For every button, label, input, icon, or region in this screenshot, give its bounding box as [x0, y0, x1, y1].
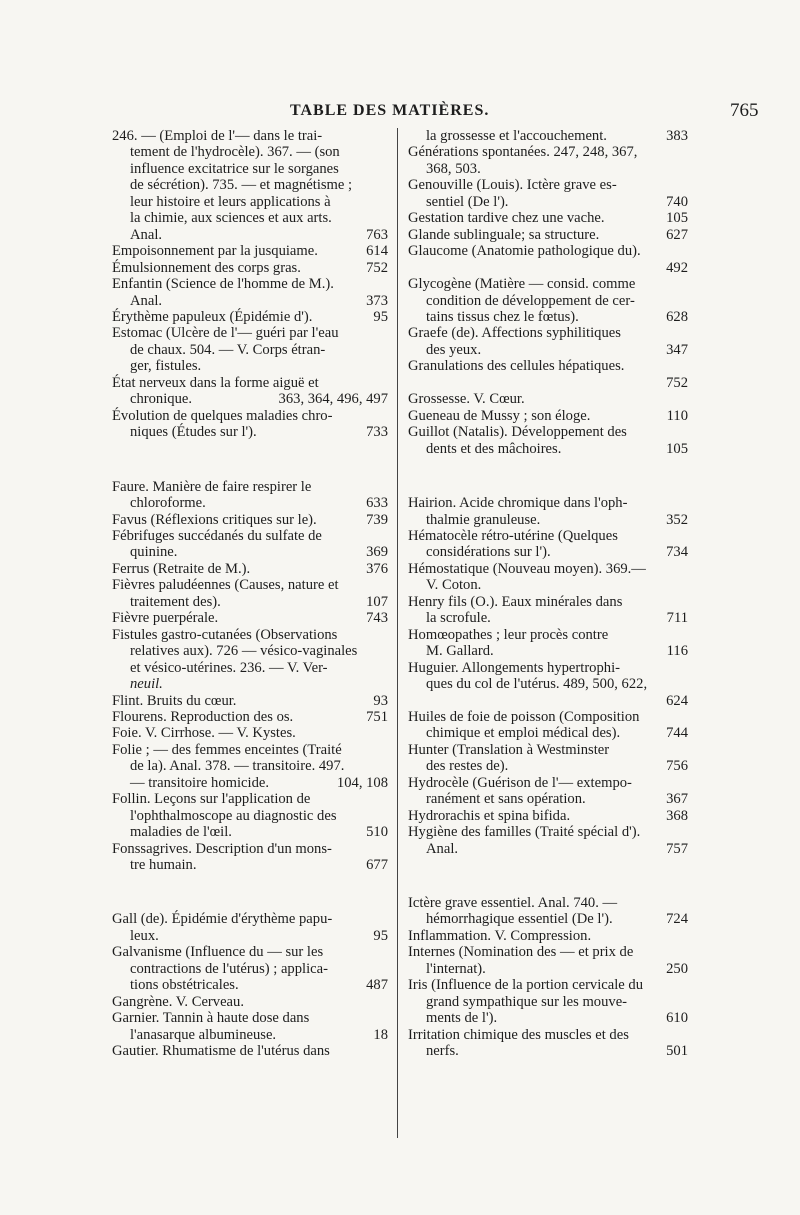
index-entry: Hématocèle rétro-utérine (Quelques	[408, 527, 618, 544]
index-entry: Ictère grave essentiel. Anal. 740. —	[408, 895, 618, 912]
index-entry: Homœopathes ; leur procès contre	[408, 626, 609, 643]
right-column	[408, 128, 688, 1060]
index-entry: Gangrène. V. Cerveau.	[112, 993, 244, 1010]
index-entry: condition de développement de cer-	[426, 292, 635, 309]
index-entry: Évolution de quelques maladies chro-	[112, 407, 333, 424]
index-entry: Guillot (Natalis). Développement des	[408, 424, 627, 441]
index-entry: des restes de). 756	[426, 758, 688, 775]
column-divider	[397, 128, 398, 1138]
section-gap	[408, 857, 688, 895]
index-entry: Galvanisme (Influence du — sur les	[112, 944, 324, 961]
index-entry: sentiel (De l'). 740	[426, 193, 688, 210]
index-entry: V. Coton.	[426, 577, 482, 594]
index-entry: Anal. 373	[130, 292, 388, 309]
index-entry: Générations spontanées. 247, 248, 367,	[408, 144, 638, 161]
index-entry: la chimie, aux sciences et aux arts.	[130, 210, 332, 227]
index-entry: Huiles de foie de poisson (Composition	[408, 708, 640, 725]
index-entry: Ferrus (Retraite de M.). 376	[112, 560, 388, 577]
index-entry: Flourens. Reproduction des os. 751	[112, 708, 388, 725]
index-entry: de chaux. 504. — V. Corps étran-	[130, 341, 326, 358]
index-entry: dents et des mâchoires. 105	[426, 440, 688, 457]
index-entry: Henry fils (O.). Eaux minérales dans	[408, 593, 623, 610]
index-entry: Empoisonnement par la jusquiame. 614	[112, 243, 388, 260]
index-entry: Graefe (de). Affections syphilitiques	[408, 325, 621, 342]
index-entry: Gall (de). Épidémie d'érythème papu-	[112, 911, 333, 928]
index-entry: Fièvres paludéennes (Causes, nature et	[112, 577, 339, 594]
index-entry: grand sympathique sur les mouve-	[426, 993, 628, 1010]
index-entry: 246. — (Emploi de l'— dans le trai-	[112, 128, 323, 144]
index-entry: thalmie granuleuse. 352	[426, 511, 688, 528]
index-entry: Huguier. Allongements hypertrophi-	[408, 659, 620, 676]
index-entry: leux. 95	[130, 927, 388, 944]
index-entry: Hydrorachis et spina bifida. 368	[408, 807, 688, 824]
index-entry: traitement des). 107	[130, 593, 388, 610]
index-entry: Fonssagrives. Description d'un mons-	[112, 840, 332, 857]
section-gap	[408, 457, 688, 495]
index-entry: ranément et sans opération. 367	[426, 791, 688, 808]
index-entry: l'anasarque albumineuse. 18	[130, 1026, 388, 1043]
index-entry: chronique. 363, 364, 496, 497	[130, 391, 388, 408]
index-entry: Follin. Leçons sur l'application de	[112, 791, 311, 808]
index-entry: hémorrhagique essentiel (De l'). 724	[426, 911, 688, 928]
index-entry: Glande sublinguale; sa structure. 627	[408, 226, 688, 243]
section-gap	[112, 441, 388, 479]
index-entry: des yeux. 347	[426, 341, 688, 358]
index-entry: quinine. 369	[130, 544, 388, 561]
index-entry: Hémostatique (Nouveau moyen). 369.—	[408, 560, 646, 577]
index-entry: — transitoire homicide. 104, 108	[130, 774, 388, 791]
index-entry: Inflammation. V. Compression.	[408, 927, 592, 944]
page-header-title: TABLE DES MATIÈRES.	[290, 102, 490, 119]
index-entry: Enfantin (Science de l'homme de M.).	[112, 276, 334, 293]
index-entry: Estomac (Ulcère de l'— guéri par l'eau	[112, 325, 339, 342]
index-entry: 752	[666, 374, 688, 391]
index-entry: ments de l'). 610	[426, 1010, 688, 1027]
index-entry: 624	[666, 692, 688, 709]
section-gap	[112, 873, 388, 911]
left-column	[112, 128, 388, 1060]
index-entry: Flint. Bruits du cœur. 93	[112, 692, 388, 709]
index-entry: tre humain. 677	[130, 857, 388, 874]
index-entry: et vésico-utérines. 236. — V. Ver-	[130, 659, 328, 676]
index-entry: leur histoire et leurs applications à	[130, 193, 331, 210]
index-entry: Garnier. Tannin à haute dose dans	[112, 1010, 310, 1027]
index-entry: maladies de l'œil. 510	[130, 824, 388, 841]
index-entry: 492	[666, 259, 688, 276]
index-entry: Fistules gastro-cutanées (Observations	[112, 626, 338, 643]
index-entry: de sécrétion). 735. — et magnétisme ;	[130, 177, 353, 194]
index-entry: tement de l'hydrocèle). 367. — (son	[130, 144, 340, 161]
index-entry: Fébrifuges succédanés du sulfate de	[112, 527, 322, 544]
index-entry: considérations sur l'). 734	[426, 544, 688, 561]
index-entry: Érythème papuleux (Épidémie d'). 95	[112, 308, 388, 325]
index-entry: neuil.	[130, 676, 163, 693]
index-entry: Folie ; — des femmes enceintes (Traité	[112, 741, 342, 758]
index-entry: Glycogène (Matière — consid. comme	[408, 276, 636, 293]
page-number: 765	[730, 100, 759, 121]
index-entry: Gautier. Rhumatisme de l'utérus dans	[112, 1043, 330, 1060]
index-entry: Anal. 757	[426, 840, 688, 857]
index-entry: l'ophthalmoscope au diagnostic des	[130, 807, 337, 824]
index-entry: tains tissus chez le fœtus). 628	[426, 308, 688, 325]
index-entry: Favus (Réflexions critiques sur le). 739	[112, 511, 388, 528]
index-entry: Hydrocèle (Guérison de l'— extempo-	[408, 774, 632, 791]
index-entry: tions obstétricales. 487	[130, 977, 388, 994]
index-entry: Faure. Manière de faire respirer le	[112, 478, 312, 495]
index-entry: Glaucome (Anatomie pathologique du).	[408, 243, 641, 260]
index-entry: État nerveux dans la forme aiguë et	[112, 374, 319, 391]
index-entry: influence excitatrice sur le sorganes	[130, 160, 339, 177]
index-entry: l'internat). 250	[426, 960, 688, 977]
index-entry: niques (Études sur l'). 733	[130, 424, 388, 441]
index-entry: Genouville (Louis). Ictère grave es-	[408, 177, 617, 194]
index-entry: Hunter (Translation à Westminster	[408, 741, 610, 758]
index-entry: Iris (Influence de la portion cervicale du	[408, 977, 644, 994]
index-entry: Fièvre puerpérale. 743	[112, 610, 388, 627]
index-entry: Grossesse. V. Cœur.	[408, 391, 525, 408]
index-entry: nerfs. 501	[426, 1043, 688, 1060]
index-entry: Internes (Nomination des — et prix de	[408, 944, 634, 961]
index-entry: 368, 503.	[426, 160, 481, 177]
index-entry: de la). Anal. 378. — transitoire. 497.	[130, 758, 345, 775]
index-entry: Foie. V. Cirrhose. — V. Kystes.	[112, 725, 296, 742]
index-entry: Irritation chimique des muscles et des	[408, 1026, 629, 1043]
index-entry: Émulsionnement des corps gras. 752	[112, 259, 388, 276]
index-entry: Hairion. Acide chromique dans l'oph-	[408, 495, 628, 512]
index-entry: Hygiène des familles (Traité spécial d').	[408, 824, 641, 841]
index-entry: relatives aux). 726 — vésico-vaginales	[130, 643, 358, 660]
index-entry: Gueneau de Mussy ; son éloge. 110	[408, 407, 688, 424]
index-entry: ger, fistules.	[130, 358, 202, 375]
index-entry: Granulations des cellules hépatiques.	[408, 358, 625, 375]
index-entry: Anal. 763	[130, 226, 388, 243]
index-entry: Gestation tardive chez une vache. 105	[408, 210, 688, 227]
index-entry: contractions de l'utérus) ; applica-	[130, 960, 328, 977]
index-entry: chloroforme. 633	[130, 495, 388, 512]
index-entry: chimique et emploi médical des). 744	[426, 725, 688, 742]
index-entry: ques du col de l'utérus. 489, 500, 622,	[426, 676, 648, 693]
index-entry: la grossesse et l'accouchement. 383	[426, 128, 688, 144]
index-entry: la scrofule. 711	[426, 610, 688, 627]
index-entry: M. Gallard. 116	[426, 643, 688, 660]
